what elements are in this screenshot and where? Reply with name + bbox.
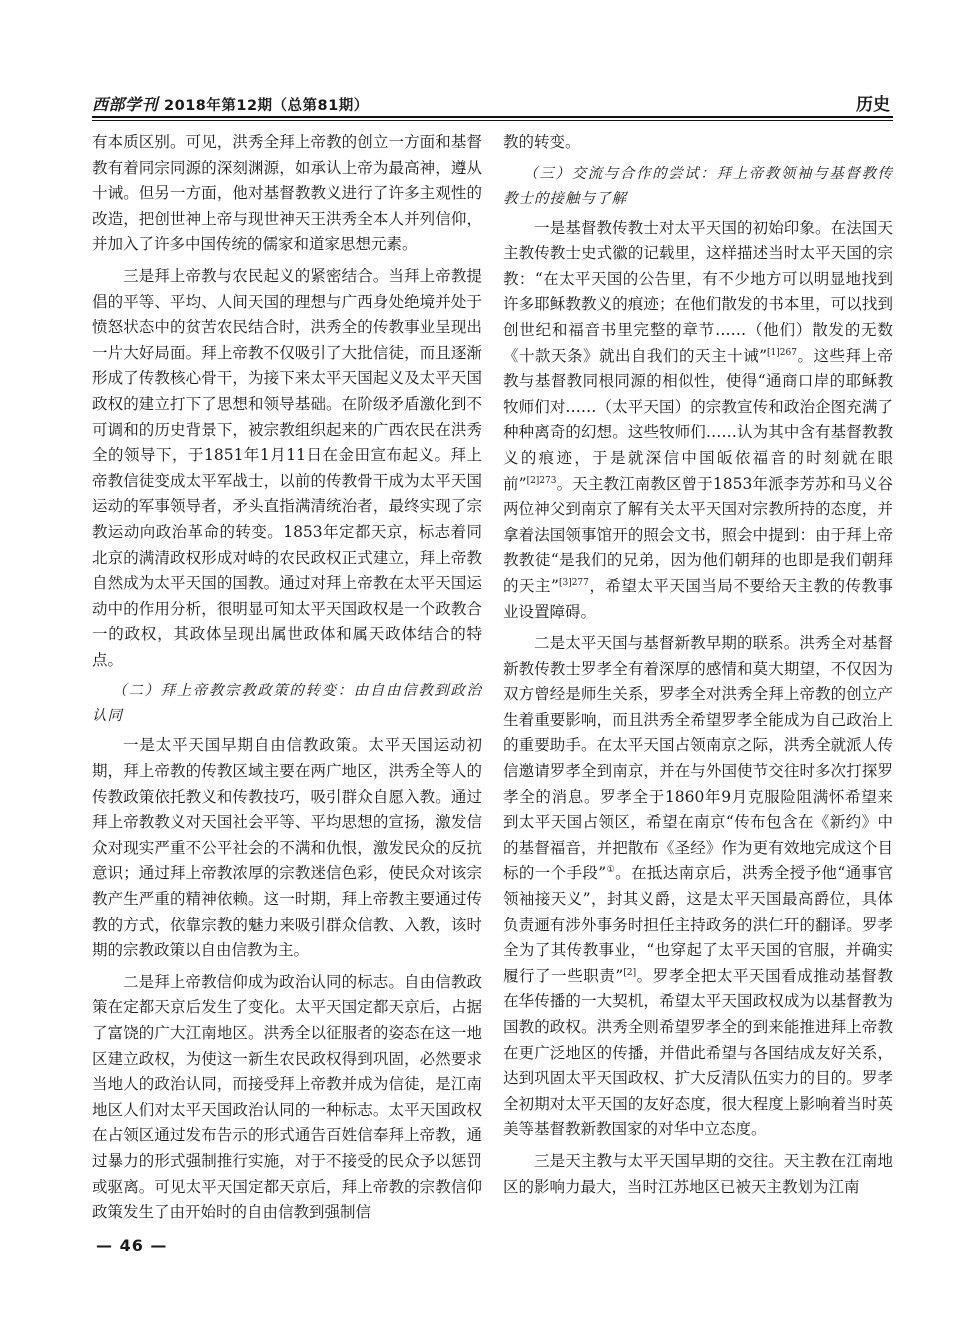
running-header	[92, 86, 892, 116]
citation-marker: [1]267	[767, 347, 797, 358]
citation-marker: [2]	[623, 967, 637, 978]
right-column	[503, 130, 893, 1200]
page-number: — 46 —	[96, 1236, 168, 1255]
body-paragraph: 二是拜上帝教信仰成为政治认同的标志。自由信教政策在定都天京后发生了变化。太平天国定都天京后，占据了富饶的广大江南地区。洪秀全以征服者的姿态在这一地区建立政权，为使这一新生农民政权得到巩固，必然要求当地人的政治认同，而接受拜上帝教并成为信徒，是江南地区人们对太平天国政治认同的一种标志。太平天国政权在占领区通过发布告示的形式通告百姓信奉拜上帝教，通过暴力的形式强制推行实施，对于不接受的民众予以惩罚或驱离。可见太平天国定都天京后，拜上帝教的宗教信仰政策发生了由开始时的自由信教到强制信	[92, 972, 482, 1222]
citation-marker: [2]273	[526, 475, 557, 486]
body-paragraph: 二是太平天国与基督新教早期的联系。洪秀全对基督新教传教士罗孝全有着深厚的感情和莫大期望，不仅因为双方曾经是师生关系，罗孝全对洪秀全拜上帝教的创立产生着重要影响，而且洪秀全希望罗孝全能成为自己政治上的重要助手。在太平天国占领南京之际，洪秀全就派人传信邀请罗孝全到南京，并在与外国使节交往时多次打探罗孝全的消息。罗孝全于1860年9月克服险阻满怀希望来到太平天国占领区，希望在南京“传布包含在《新约》中的基督福音，并把散布《圣经》作为更有效地完成这个目标的一个手段”①。在抵达南京后，洪秀全授予他“通事官领袖接天义”，封其义爵，这是太平天国最高爵位，具体负责逦有涉外事务时担任主持政务的洪仁玕的翻译。罗孝全为了其传教事业，“也穿起了太平天国的官服，并确实履行了一些职责”[2]。罗孝全把太平天国看成推动基督教在华传播的一大契机，希望太平天国政权成为以基督教为国教的政权。洪秀全则希望罗孝全的到来能推进拜上帝教在更广泛地区的传播，并借此希望与各国结成友好关系，达到巩固太平天国政权、扩大反清队伍实力的目的。罗孝全初期对太平天国的友好态度，很大程度上影响着当时英美等基督教新教国家的对华中立态度。	[503, 634, 893, 1139]
section-label: 历史	[856, 95, 890, 115]
body-paragraph: 教的转变。	[503, 133, 581, 151]
body-paragraph: 三是天主教与太平天国早期的交往。天主教在江南地区的影响力最大，当时江苏地区已被天主教划为江南	[503, 1151, 893, 1196]
header-rule	[92, 116, 893, 118]
header-rule-thin	[92, 120, 893, 121]
section-heading: （三）交流与合作的尝试：拜上帝教领袖与基督教传教士的接触与了解	[503, 165, 893, 207]
body-paragraph: 一是太平天国早期自由信教政策。太平天国运动初期，拜上帝教的传教区域主要在两广地区，洪秀全等人的传教政策依托教义和传教技巧，吸引群众自愿入教。通过拜上帝教教义对天国社会平等、平均思想的宣扬，激发信众对现实严重不公平社会的不满和仇恨，激发民众的反抗意识；通过拜上帝教浓厚的宗教迷信色彩，使民众对该宗教产生严重的精神依赖。这一时期，拜上帝教主要通过传教的方式，依靠宗教的魅力来吸引群众信教、入教，该时期的宗教政策以自由信教为主。	[92, 736, 482, 960]
left-column	[92, 130, 482, 1226]
journal-logo: 西部学刊	[92, 95, 159, 114]
journal-title	[92, 92, 369, 115]
body-paragraph: 一是基督教传教士对太平天国的初始印象。在法国天主教传教士史式徽的记载里，这样描述当时太平天国的宗教：“在太平天国的公告里，有不少地方可以明显地找到许多耶稣教教义的痕迹；在他们散发的书本里，可以找到创世纪和福音书里完整的章节……（他们）散发的无数《十款天条》就出自我们的天主十诫”$^{[1]267}$。这些拜上帝教与基督教同根同源的相似性，使得“通商口岸的耶稣教牧师们对……（太平天国）的宗教宣传和政治企图充满了种种离奇的幻想。这些牧师们……认为其中含有基督教教义的痕迹，于是就深信中国皈依福音的时刻就在眼前”$^{[2]273}$。天主教江南教区曾于1853年派李芳苏和马义谷两位神父到南京了解有关太平天国对宗教所持的态度，并拿着法国领事馆开的照会文书，照会中提到：由于拜上帝教教徒“是我们的兄弟，因为他们朝拜的也即是我们朝拜的天主”$^{[3]277}$，希望太平天国当局不要给天主教的传教事业设置障碍。	[503, 218, 893, 621]
body-paragraph: 三是拜上帝教与农民起义的紧密结合。当拜上帝教提倡的平等、平均、人间天国的理想与广西身处绝境并处于愤怒状态中的贫苦农民结合时，洪秀全的传教事业呈现出一片大好局面。拜上帝教不仅吸引了大批信徒，而且逐渐形成了传教核心骨干，为接下来太平天国起义及太平天国政权的建立打下了思想和领导基础。在阶级矛盾激化到不可调和的历史背景下，被宗教组织起来的广西农民在洪秀全的领导下，于1851年1月11日在金田宣布起义。拜上帝教信徒变成太平军战士，以前的传教骨干成为太平天国运动的军事领导者，矛头直指满清统治者，最终实现了宗教运动向政治革命的转变。1853年定都天京，标志着同北京的满清政权形成对峙的农民政权正式建立，拜上帝教自然成为太平天国的国教。通过对拜上帝教在太平天国运动中的作用分析，很明显可知太平天国政权是一个政教合一的政权，其政体呈现出属世政体和属天政体结合的特点。	[92, 266, 482, 669]
body-paragraph: 有本质区别。可见，洪秀全拜上帝教的创立一方面和基督教有着同宗同源的深刻渊源，如承认上帝为最高神，遵从十诫。但另一方面，他对基督教教义进行了许多主观性的改造，把创世神上帝与现世神天王洪秀全本人并列信仰，并加入了许多中国传统的儒家和道家思想元素。	[92, 133, 482, 254]
journal-issue: 2018年第12期（总第81期）	[164, 98, 369, 114]
citation-marker: ①	[606, 865, 616, 876]
section-heading: （二）拜上帝教宗教政策的转变：由自由信教到政治认同	[92, 683, 482, 725]
citation-marker: [3]277	[558, 577, 589, 588]
